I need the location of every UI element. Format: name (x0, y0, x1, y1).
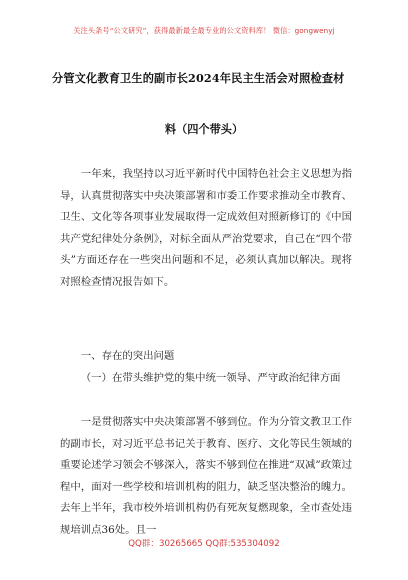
intro-paragraph: 一年来，我坚持以习近平新时代中国特色社会主义思想为指导，认真贯彻落实中央决策部署和市委工作要求推动全市教育、卫生、文化等各项事业发展取得一定成效但对照新修订的《中国共产党纪律处分条例》，对标全面从严治党要求，自己在“四个带头”方面还存在一些突出问题和不足，必须认真加以解决。现将对照检查情况报告如下。 (60, 168, 352, 288)
section-heading: 一、存在的突出问题 (80, 350, 175, 362)
body-paragraph: 一是贯彻落实中央决策部署不够到位。作为分管文教卫工作的副市长，对习近平总书记关于教育、医疗、文化等民生领域的重要论述学习领会不够深入，落实不够到位在推进“双减”政策过程中，面对一些学校和培训机构的阻力，缺乏坚决整治的魄力。去年上半年，我市校外培训机构仍有死灰复燃现象，全市查处违规培训点36处。且一 (60, 416, 352, 536)
header-banner: 关注头条号“公文研究”，获得最新最全最专业的公文资料库！ 微信：gongwenyj (73, 26, 335, 35)
document-title-line1: 分管文化教育卫生的副市长2024年民主生活会对照检查材 (52, 71, 345, 85)
footer-contact: QQ群：30265665 QQ群:535304092 (128, 539, 280, 549)
document-title-line2: 料（四个带头） (164, 122, 244, 136)
subsection-heading: （一）在带头维护党的集中统一领导、严守政治纪律方面 (80, 372, 341, 384)
